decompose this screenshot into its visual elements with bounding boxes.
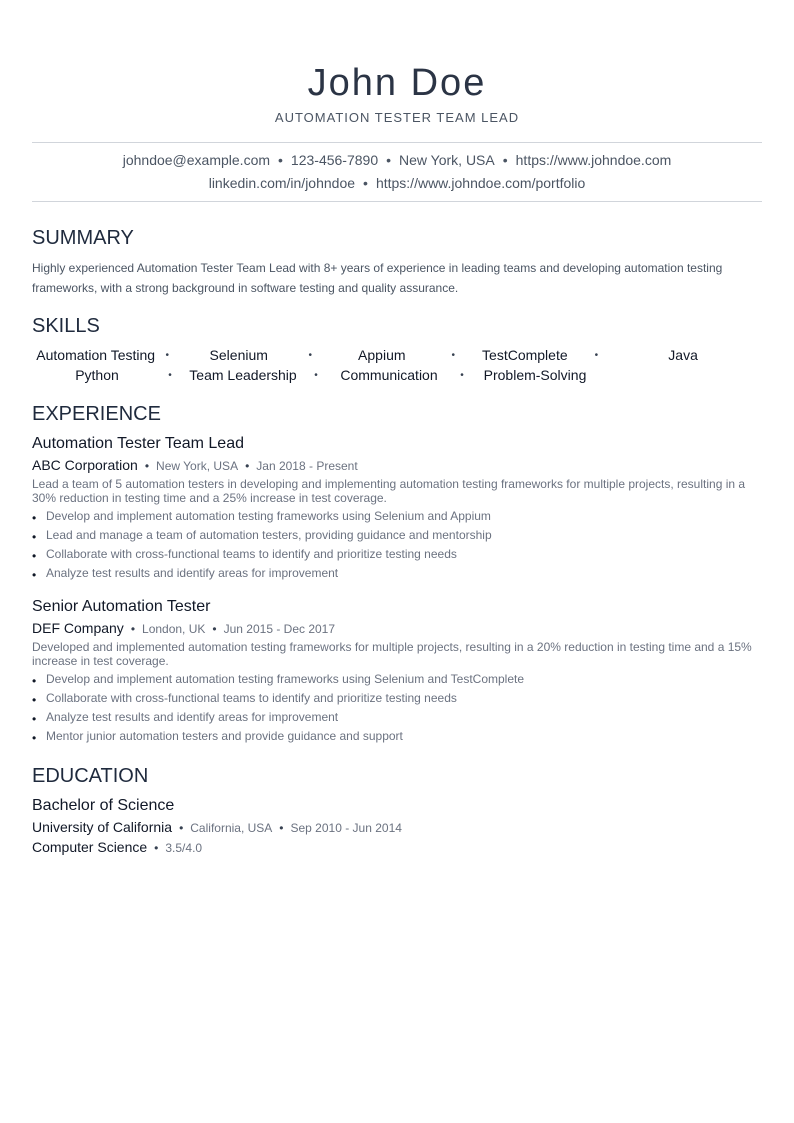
separator-dot: • [179,821,184,835]
summary-heading: SUMMARY [32,227,134,249]
separator-dot: • [144,459,150,473]
skill-item: Communication [340,367,438,383]
field-meta [32,839,202,855]
bullet-text: Lead and manage a team of automation testers, providing guidance and mentorship [46,528,492,542]
skill-item: Automation Testing [36,347,156,363]
contact-phone[interactable]: 123-456-7890 [290,152,379,168]
list-item [32,690,762,709]
separator-dot: • [314,369,318,381]
list-item [32,671,762,690]
separator-dot: • [308,349,313,361]
job-description: Developed and implemented automation testing frameworks for multiple projects, resulting in a 20% reduction in testing time and a 15% increase in test coverage. [32,640,752,668]
list-item [32,546,762,565]
list-item [32,508,762,527]
bullet-text: Mentor junior automation testers and provide guidance and support [46,729,403,743]
contact-linkedin[interactable]: linkedin.com/in/johndoe [208,175,356,191]
skill-item: TestComplete [482,347,568,363]
list-item [32,527,762,546]
separator-dot: • [502,152,508,168]
list-item [32,709,762,728]
job-location: London, UK [142,622,206,636]
separator-dot: • [451,349,456,361]
job-meta [32,457,358,473]
bullet-icon: • [32,674,37,688]
school-location: California, USA [190,821,273,835]
skill-item: Appium [358,347,406,363]
bullet-icon: • [32,530,37,544]
job-location: New York, USA [156,459,239,473]
contact-location: New York, USA [399,152,495,168]
bullet-text: Develop and implement automation testing frameworks using Selenium and TestComplete [46,672,525,686]
candidate-name: John Doe [307,62,487,104]
skills-grid [32,345,762,385]
bullet-text: Collaborate with cross-functional teams to identify and prioritize testing needs [46,547,457,561]
contact-email[interactable]: johndoe@example.com [122,152,271,168]
job-bullets [32,508,762,584]
bullet-text: Collaborate with cross-functional teams to identify and prioritize testing needs [46,691,457,705]
list-item [32,728,762,747]
job-meta [32,620,335,636]
degree-title: Bachelor of Science [32,797,175,814]
separator-dot: • [594,349,599,361]
summary-text: Highly experienced Automation Tester Team Lead with 8+ years of experience in leading teams and developing automation testing frameworks, with a strong background in software testing and quality assurance. [32,261,723,295]
divider-bottom [32,201,762,202]
skills-row [32,345,762,365]
school-dates: Sep 2010 - Jun 2014 [290,821,402,835]
bullet-text: Analyze test results and identify areas for improvement [46,710,339,724]
bullet-icon: • [32,549,37,563]
gpa: 3.5/4.0 [165,841,203,855]
skill-item: Java [668,347,698,363]
divider-top [32,142,762,143]
job-bullets [32,671,762,747]
contact-portfolio[interactable]: https://www.johndoe.com/portfolio [375,175,586,191]
separator-dot: • [165,349,169,361]
separator-dot: • [130,622,136,636]
separator-dot: • [363,175,368,191]
school-name: University of California [32,819,173,835]
contact-line-1 [0,152,794,168]
contact-website[interactable]: https://www.johndoe.com [515,152,672,168]
separator-dot: • [460,369,464,381]
job-description: Lead a team of 5 automation testers in developing and implementing automation testing frameworks for multiple projects, resulting in a 30% reduction in testing time and a 25% increase in test coverage. [32,477,746,505]
skills-row [32,365,762,385]
bullet-icon: • [32,712,37,726]
separator-dot: • [279,821,284,835]
job-title: Automation Tester Team Lead [32,435,244,452]
bullet-icon: • [32,511,37,525]
education-heading: EDUCATION [32,765,149,787]
field-of-study: Computer Science [32,839,148,855]
separator-dot: • [168,369,172,381]
skills-heading: SKILLS [32,315,100,337]
experience-heading: EXPERIENCE [32,403,161,425]
bullet-icon: • [32,731,37,745]
list-item [32,565,762,584]
bullet-text: Analyze test results and identify areas for improvement [46,566,339,580]
candidate-title: AUTOMATION TESTER TEAM LEAD [274,110,520,125]
skill-item: Team Leadership [189,367,297,383]
job-company: DEF Company [32,620,124,636]
job-company: ABC Corporation [32,457,138,473]
bullet-icon: • [32,693,37,707]
bullet-text: Develop and implement automation testing frameworks using Selenium and Appium [46,509,491,523]
skill-item: Selenium [209,347,268,363]
job-dates: Jan 2018 - Present [256,459,358,473]
separator-dot: • [245,459,250,473]
bullet-icon: • [32,568,37,582]
school-meta [32,819,402,835]
separator-dot: • [154,841,159,855]
skill-item: Problem-Solving [483,367,587,383]
separator-dot: • [212,622,217,636]
contact-line-2 [0,175,794,191]
skill-item: Python [75,367,119,383]
separator-dot: • [386,152,392,168]
separator-dot: • [278,152,283,168]
job-dates: Jun 2015 - Dec 2017 [223,622,336,636]
job-title: Senior Automation Tester [32,598,211,615]
